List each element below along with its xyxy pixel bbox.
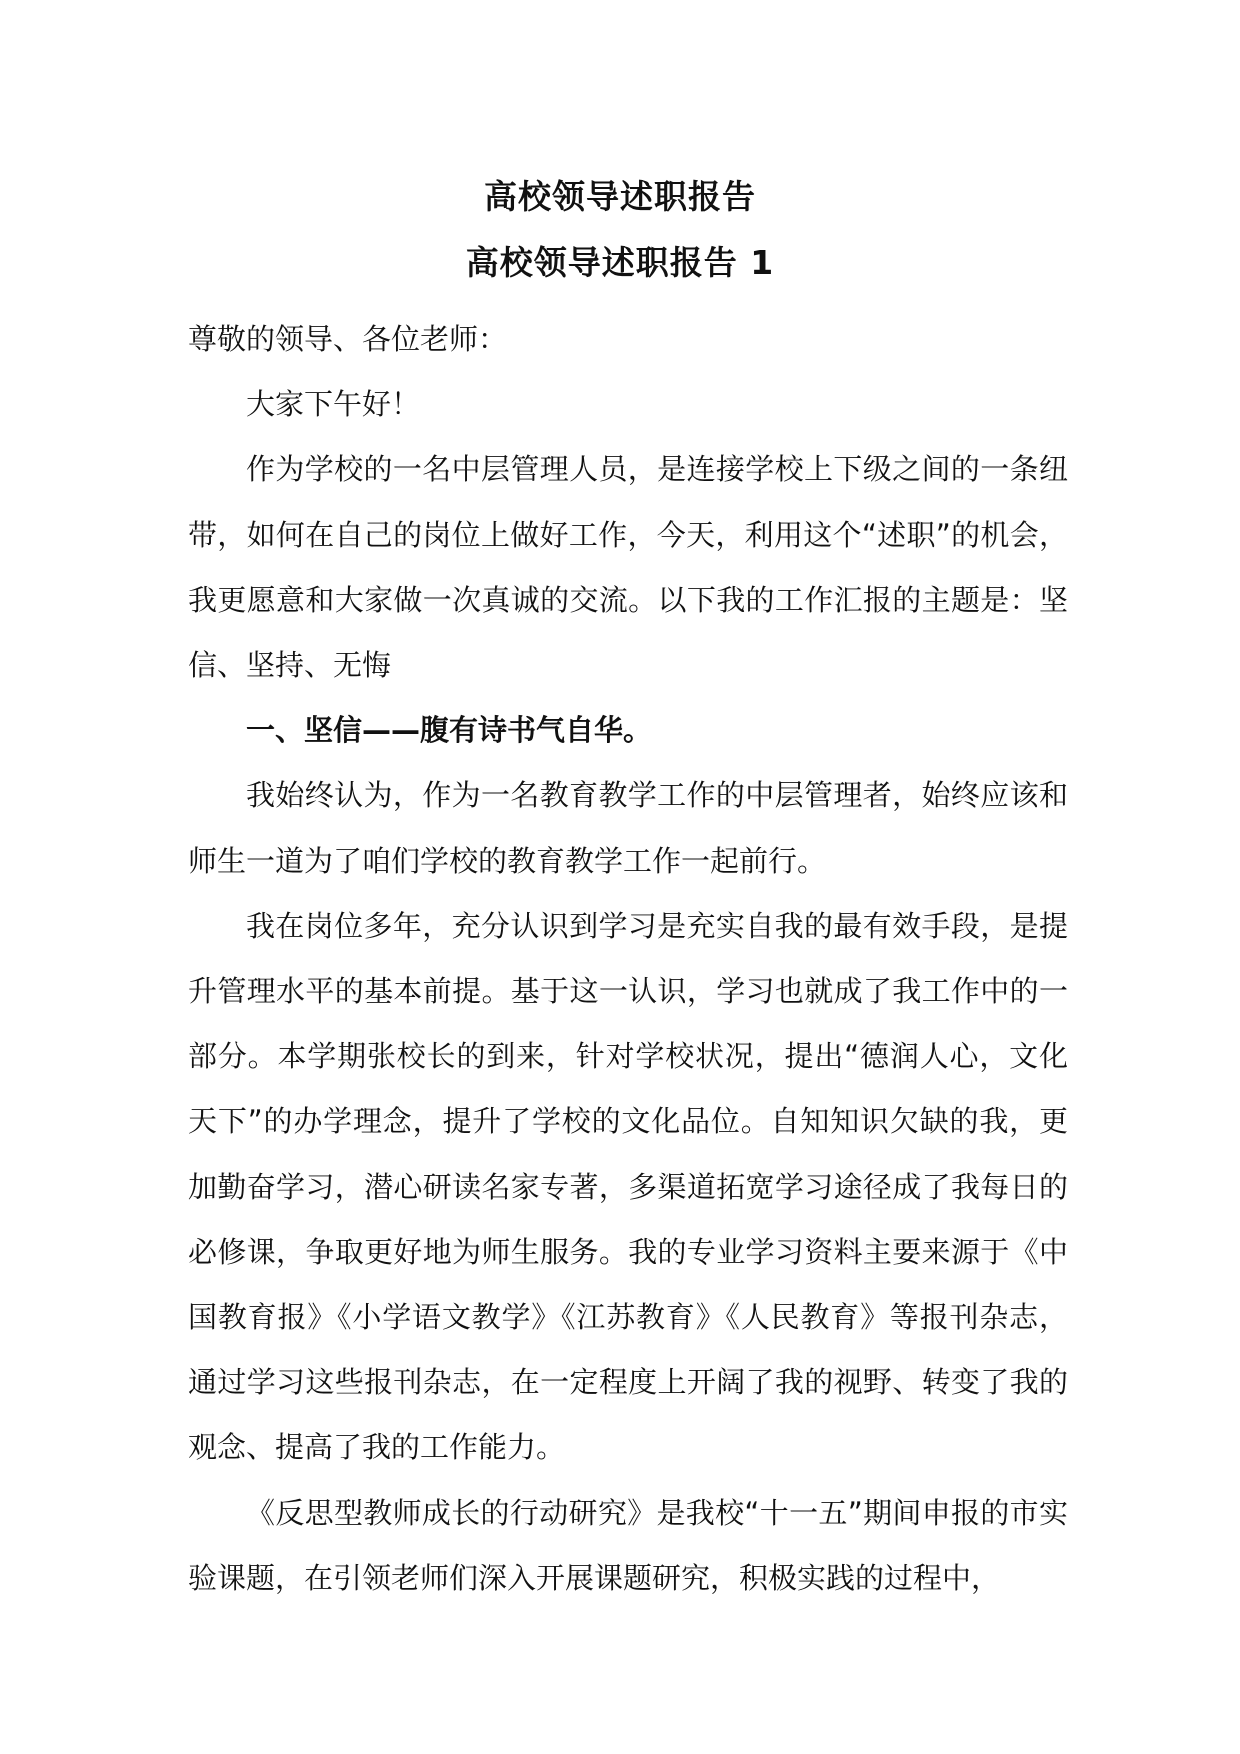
document-subtitle: 高校领导述职报告 1 (465, 243, 775, 282)
section-heading: 一、坚信——腹有诗书气自华。 (246, 713, 653, 748)
document-title: 高校领导述职报告 (484, 177, 756, 216)
body-paragraph: 我在岗位多年，充分认识到学习是充实自我的最有效手段，是提升管理水平的基本前提。基于这一认识，学习也就成了我工作中的一部分。本学期张校长的到来，针对学校状况，提出“德润人心，文化天下”的办学理念，提升了学校的文化品位。自知知识欠缺的我，更加勤奋学习，潜心研读名家专著，多渠道拓宽学习途径成了我每日的必修课，争取更好地为师生服务。我的专业学习资料主要来源于《中国教育报》《小学语文教学》《江苏教育》《人民教育》等报刊杂志，通过学习这些报刊杂志，在一定程度上开阔了我的视野、转变了我的观念、提高了我的工作能力。 (188, 908, 1068, 1465)
salutation: 尊敬的领导、各位老师： (188, 322, 508, 356)
body-paragraph: 《反思型教师成长的行动研究》是我校“十一五”期间申报的市实验课题，在引领老师们深入开展课题研究，积极实践的过程中， (188, 1495, 1068, 1595)
intro-paragraph: 作为学校的一名中层管理人员，是连接学校上下级之间的一条纽带，如何在自己的岗位上做好工作，今天，利用这个“述职”的机会，我更愿意和大家做一次真诚的交流。以下我的工作汇报的主题是：坚信、坚持、无悔 (188, 452, 1068, 683)
document-body (188, 307, 1068, 1611)
body-paragraph: 我始终认为，作为一名教育教学工作的中层管理者，始终应该和师生一道为了咱们学校的教育教学工作一起前行。 (188, 778, 1068, 878)
greeting: 大家下午好！ (246, 387, 421, 422)
